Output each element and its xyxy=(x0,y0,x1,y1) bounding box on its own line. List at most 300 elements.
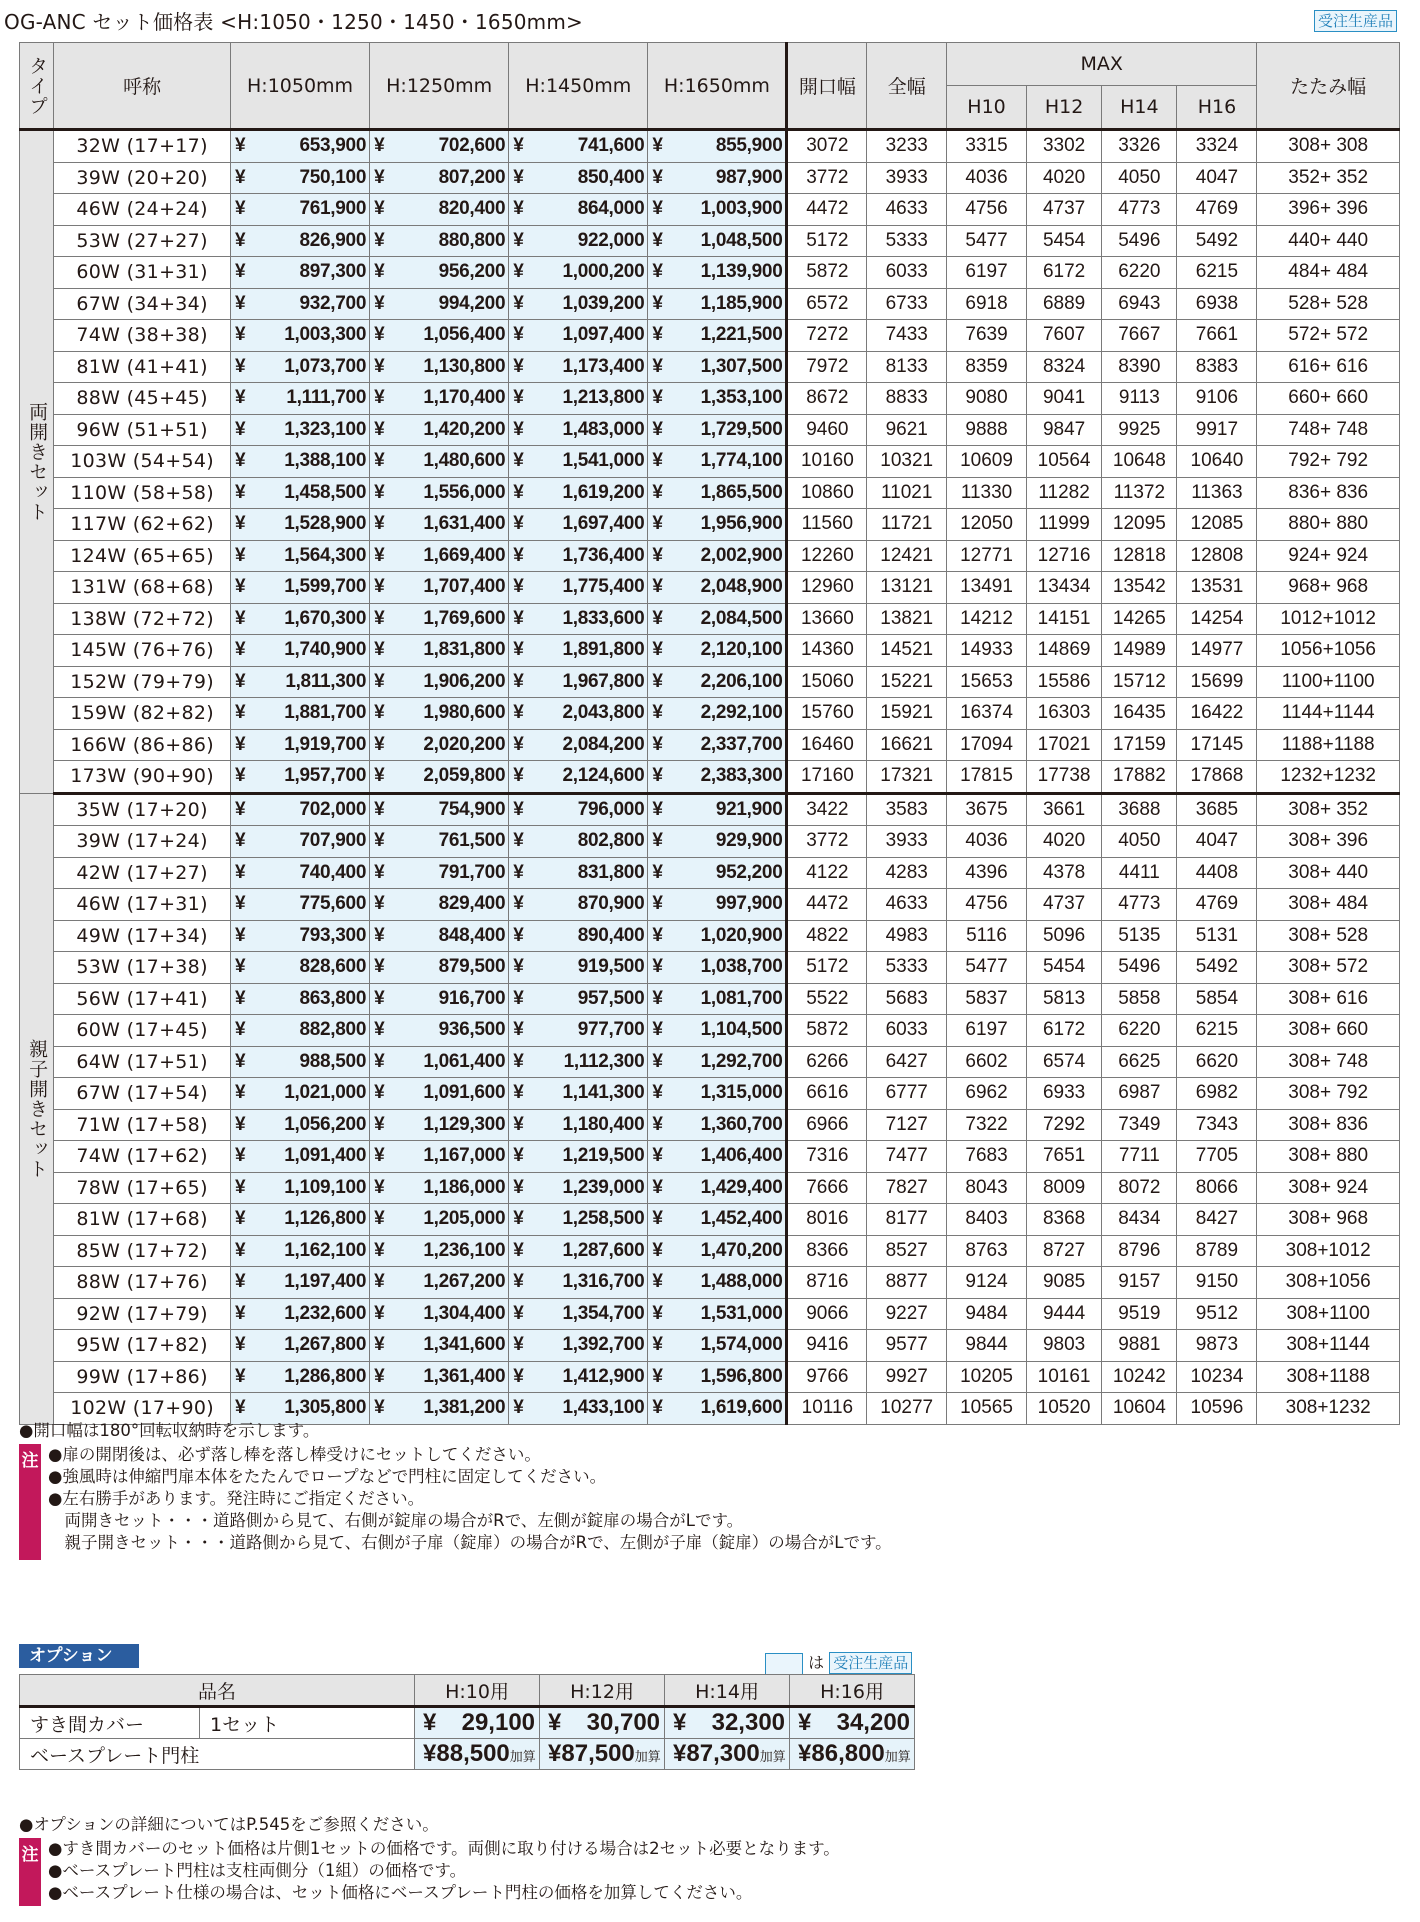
opening-width: 4822 xyxy=(787,920,867,952)
max-width: 11282 xyxy=(1026,477,1101,509)
folded-width: 792+ 792 xyxy=(1257,446,1400,478)
price-cell xyxy=(648,320,787,352)
folded-width: 616+ 616 xyxy=(1257,351,1400,383)
yen-sign: ¥ xyxy=(234,135,246,157)
yen-sign: ¥ xyxy=(234,987,246,1009)
max-width: 14265 xyxy=(1102,603,1177,635)
price-cell xyxy=(509,983,648,1015)
yen-sign: ¥ xyxy=(652,670,663,692)
yen-sign: ¥ xyxy=(234,513,246,535)
folded-width: 836+ 836 xyxy=(1257,477,1400,509)
header-type: タイプ xyxy=(20,43,54,130)
price-value: 1,267,800 xyxy=(284,1334,367,1356)
price-value: 828,600 xyxy=(299,956,367,978)
max-width: 10604 xyxy=(1102,1393,1177,1425)
max-width: 9484 xyxy=(947,1298,1027,1330)
yen-sign: ¥ xyxy=(513,1176,524,1198)
size-name: 60W (31+31) xyxy=(54,257,231,289)
table-row xyxy=(20,1361,1400,1393)
price-cell xyxy=(509,225,648,257)
full-width: 3933 xyxy=(867,826,947,858)
yen-sign: ¥ xyxy=(374,450,385,472)
price-value: 1,774,100 xyxy=(700,450,783,472)
yen-sign: ¥ xyxy=(652,639,663,661)
max-width: 9080 xyxy=(947,383,1027,415)
folded-width: 308+ 396 xyxy=(1257,826,1400,858)
price-value: 2,043,800 xyxy=(562,702,645,724)
full-width: 6733 xyxy=(867,288,947,320)
opening-width: 7316 xyxy=(787,1141,867,1173)
max-width: 5496 xyxy=(1102,225,1177,257)
table-row xyxy=(20,826,1400,858)
price-value: 807,200 xyxy=(438,166,506,188)
price-value: 1,729,500 xyxy=(700,418,783,440)
yen-sign: ¥ xyxy=(374,670,385,692)
yen-sign: ¥ xyxy=(374,135,385,157)
size-name: 67W (17+54) xyxy=(54,1078,231,1110)
price-value: 1,564,300 xyxy=(284,544,367,566)
max-width: 6220 xyxy=(1102,1015,1177,1047)
option-name: すき間カバー xyxy=(20,1707,200,1739)
max-width: 6933 xyxy=(1026,1078,1101,1110)
yen-sign: ¥ xyxy=(513,1019,524,1041)
size-name: 173W (90+90) xyxy=(54,761,231,794)
price-value: 1,480,600 xyxy=(423,450,506,472)
price-cell xyxy=(648,572,787,604)
price-value: 1,483,000 xyxy=(562,418,645,440)
note-line: ●強風時は伸縮門扉本体をたたんでロープなどで門柱に固定してください。 xyxy=(48,1467,607,1486)
max-width: 17021 xyxy=(1026,729,1101,761)
yen-sign: ¥ xyxy=(513,198,524,220)
max-width: 6574 xyxy=(1026,1046,1101,1078)
price-cell xyxy=(509,952,648,984)
table-row xyxy=(20,729,1400,761)
yen-sign: ¥ xyxy=(234,1302,246,1324)
price-cell xyxy=(370,257,509,289)
table-row xyxy=(20,1235,1400,1267)
size-name: 64W (17+51) xyxy=(54,1046,231,1078)
price-cell xyxy=(648,793,787,826)
price-cell xyxy=(509,1298,648,1330)
price-cell xyxy=(509,1235,648,1267)
price-value: 1,287,600 xyxy=(562,1239,645,1261)
price-cell xyxy=(509,857,648,889)
yen-sign: ¥ xyxy=(513,607,524,629)
price-cell xyxy=(370,1235,509,1267)
price-value: 831,800 xyxy=(577,861,645,883)
yen-sign: ¥ xyxy=(513,830,524,852)
opening-width: 5872 xyxy=(787,1015,867,1047)
price-value: 1,130,800 xyxy=(423,355,506,377)
price-cell xyxy=(230,540,369,572)
opening-width: 3072 xyxy=(787,130,867,163)
yen-sign: ¥ xyxy=(652,765,663,787)
folded-width: 308+ 352 xyxy=(1257,793,1400,826)
price-value: 740,400 xyxy=(299,861,367,883)
folded-width: 308+ 924 xyxy=(1257,1172,1400,1204)
table-row xyxy=(20,414,1400,446)
yen-sign: ¥ xyxy=(234,798,246,820)
price-value: 1,315,000 xyxy=(700,1082,783,1104)
yen-sign: ¥ xyxy=(234,198,246,220)
yen-sign: ¥ xyxy=(374,1365,385,1387)
max-width: 10596 xyxy=(1177,1393,1257,1425)
size-name: 95W (17+82) xyxy=(54,1330,231,1362)
price-cell xyxy=(509,572,648,604)
max-width: 7667 xyxy=(1102,320,1177,352)
max-width: 9847 xyxy=(1026,414,1101,446)
opening-width: 12260 xyxy=(787,540,867,572)
note-line: 両開きセット・・・道路側から見て、右側が錠扉の場合がRで、左側が錠扉の場合がLです。 xyxy=(48,1511,744,1530)
price-value: 2,002,900 xyxy=(700,544,783,566)
price-cell xyxy=(230,446,369,478)
yen-sign: ¥ xyxy=(513,1050,524,1072)
yen-sign: ¥ xyxy=(234,166,246,188)
opening-width: 5522 xyxy=(787,983,867,1015)
price-value: 957,500 xyxy=(577,987,645,1009)
yen-sign: ¥ xyxy=(234,1145,246,1167)
max-width: 6197 xyxy=(947,257,1027,289)
price-value: 707,900 xyxy=(299,830,367,852)
max-width: 4769 xyxy=(1177,194,1257,226)
price-value: 1,213,800 xyxy=(562,387,645,409)
size-name: 81W (41+41) xyxy=(54,351,231,383)
price-cell xyxy=(230,1172,369,1204)
price-value: 1,458,500 xyxy=(284,481,367,503)
price-cell xyxy=(230,826,369,858)
table-row xyxy=(20,351,1400,383)
price-cell xyxy=(230,1330,369,1362)
table-row xyxy=(20,761,1400,794)
max-width: 6215 xyxy=(1177,1015,1257,1047)
price-value: 1,081,700 xyxy=(700,987,783,1009)
price-cell xyxy=(370,1267,509,1299)
price-value: 1,980,600 xyxy=(423,702,506,724)
price-value: 936,500 xyxy=(438,1019,506,1041)
price-cell xyxy=(370,1109,509,1141)
folded-width: 352+ 352 xyxy=(1257,162,1400,194)
yen-sign: ¥ xyxy=(234,324,246,346)
max-width: 6962 xyxy=(947,1078,1027,1110)
opening-width: 5172 xyxy=(787,952,867,984)
full-width: 5683 xyxy=(867,983,947,1015)
price-value: 1,906,200 xyxy=(423,670,506,692)
folded-width: 308+ 836 xyxy=(1257,1109,1400,1141)
max-width: 12818 xyxy=(1102,540,1177,572)
yen-sign: ¥ xyxy=(374,1334,385,1356)
full-width: 7127 xyxy=(867,1109,947,1141)
price-cell xyxy=(230,225,369,257)
max-width: 10609 xyxy=(947,446,1027,478)
yen-sign: ¥ xyxy=(513,1113,524,1135)
max-width: 5837 xyxy=(947,983,1027,1015)
header-h16: H16 xyxy=(1177,86,1257,130)
yen-sign: ¥ xyxy=(513,1334,524,1356)
opt-header-h16: H:16用 xyxy=(790,1675,915,1707)
max-width: 17882 xyxy=(1102,761,1177,794)
yen-sign: ¥ xyxy=(234,292,246,314)
price-value: 1,232,600 xyxy=(284,1302,367,1324)
opening-width: 15760 xyxy=(787,698,867,730)
yen-sign: ¥ xyxy=(652,355,663,377)
max-width: 9803 xyxy=(1026,1330,1101,1362)
price-cell xyxy=(509,1267,648,1299)
table-row xyxy=(20,288,1400,320)
price-cell xyxy=(648,1204,787,1236)
caution-mark: 注 xyxy=(19,1444,41,1560)
yen-sign: ¥ xyxy=(652,924,663,946)
yen-sign: ¥ xyxy=(374,229,385,251)
size-name: 85W (17+72) xyxy=(54,1235,231,1267)
yen-sign: ¥ xyxy=(374,861,385,883)
yen-sign: ¥ xyxy=(652,544,663,566)
folded-width: 308+ 308 xyxy=(1257,130,1400,163)
folded-width: 308+ 440 xyxy=(1257,857,1400,889)
max-width: 8368 xyxy=(1026,1204,1101,1236)
price-value: 1,541,000 xyxy=(562,450,645,472)
max-width: 4050 xyxy=(1102,162,1177,194)
max-width: 4737 xyxy=(1026,889,1101,921)
price-value: 1,126,800 xyxy=(284,1208,367,1230)
max-width: 11372 xyxy=(1102,477,1177,509)
folded-width: 308+ 616 xyxy=(1257,983,1400,1015)
folded-width: 484+ 484 xyxy=(1257,257,1400,289)
price-value: 1,736,400 xyxy=(562,544,645,566)
max-width: 7607 xyxy=(1026,320,1101,352)
price-value: 850,400 xyxy=(577,166,645,188)
table-row xyxy=(20,983,1400,1015)
max-width: 10648 xyxy=(1102,446,1177,478)
yen-sign: ¥ xyxy=(652,1302,663,1324)
size-name: 39W (17+24) xyxy=(54,826,231,858)
max-width: 5096 xyxy=(1026,920,1101,952)
max-width: 13531 xyxy=(1177,572,1257,604)
yen-sign: ¥ xyxy=(374,1050,385,1072)
price-value: 1,323,100 xyxy=(284,418,367,440)
price-cell xyxy=(230,130,369,163)
folded-width: 1188+1188 xyxy=(1257,729,1400,761)
max-width: 9124 xyxy=(947,1267,1027,1299)
price-cell xyxy=(648,351,787,383)
price-value: 1,574,000 xyxy=(700,1334,783,1356)
yen-sign: ¥ xyxy=(234,765,246,787)
table-row xyxy=(20,920,1400,952)
price-cell xyxy=(509,130,648,163)
size-name: 35W (17+20) xyxy=(54,793,231,826)
price-cell xyxy=(509,509,648,541)
yen-sign: ¥ xyxy=(513,355,524,377)
price-value: 921,900 xyxy=(715,798,783,820)
price-value: 2,206,100 xyxy=(700,670,783,692)
table-row xyxy=(20,952,1400,984)
yen-sign: ¥ xyxy=(513,1239,524,1261)
price-cell xyxy=(230,383,369,415)
price-cell xyxy=(230,572,369,604)
full-width: 4633 xyxy=(867,889,947,921)
max-width: 8390 xyxy=(1102,351,1177,383)
yen-sign: ¥ xyxy=(374,324,385,346)
full-width: 13121 xyxy=(867,572,947,604)
yen-sign: ¥ xyxy=(374,830,385,852)
folded-width: 308+ 968 xyxy=(1257,1204,1400,1236)
price-cell xyxy=(370,698,509,730)
yen-sign: ¥ xyxy=(652,1145,663,1167)
table-row xyxy=(20,1109,1400,1141)
yen-sign: ¥ xyxy=(513,513,524,535)
yen-sign: ¥ xyxy=(652,956,663,978)
yen-sign: ¥ xyxy=(513,1397,524,1419)
full-width: 17321 xyxy=(867,761,947,794)
table-row xyxy=(20,130,1400,163)
folded-width: 308+1188 xyxy=(1257,1361,1400,1393)
price-value: 1,957,700 xyxy=(284,765,367,787)
price-value: 988,500 xyxy=(299,1050,367,1072)
opening-width: 5172 xyxy=(787,225,867,257)
price-value: 1,528,900 xyxy=(284,513,367,535)
price-cell xyxy=(370,952,509,984)
yen-sign: ¥ xyxy=(652,324,663,346)
yen-sign: ¥ xyxy=(234,1050,246,1072)
price-cell xyxy=(370,288,509,320)
price-value: 1,048,500 xyxy=(700,229,783,251)
price-cell xyxy=(648,1172,787,1204)
price-value: 1,073,700 xyxy=(284,355,367,377)
full-width: 5333 xyxy=(867,952,947,984)
yen-sign: ¥ xyxy=(652,893,663,915)
yen-sign: ¥ xyxy=(652,261,663,283)
folded-width: 308+1100 xyxy=(1257,1298,1400,1330)
yen-sign: ¥ xyxy=(374,481,385,503)
note-opening-width: ●開口幅は180°回転収納時を示します。 xyxy=(19,1421,320,1440)
max-width: 14151 xyxy=(1026,603,1101,635)
yen-sign: ¥ xyxy=(374,418,385,440)
price-cell xyxy=(370,1046,509,1078)
note-line: ●ベースプレート門柱は支柱両側分（1組）の価格です。 xyxy=(48,1861,467,1880)
price-cell xyxy=(648,288,787,320)
option-price: ¥ 87,500加算 xyxy=(540,1739,665,1770)
price-cell xyxy=(370,1330,509,1362)
max-width: 4773 xyxy=(1102,194,1177,226)
price-value: 1,292,700 xyxy=(700,1050,783,1072)
max-width: 10565 xyxy=(947,1393,1027,1425)
table-row xyxy=(20,320,1400,352)
opening-width: 7272 xyxy=(787,320,867,352)
max-width: 8009 xyxy=(1026,1172,1101,1204)
price-cell xyxy=(648,1267,787,1299)
legend-text: は xyxy=(808,1653,825,1672)
price-cell xyxy=(230,320,369,352)
price-cell xyxy=(230,889,369,921)
price-value: 1,258,500 xyxy=(562,1208,645,1230)
price-value: 1,420,200 xyxy=(423,418,506,440)
page-title: OG-ANC セット価格表 <H:1050・1250・1450・1650mm> xyxy=(4,10,583,34)
price-value: 1,139,900 xyxy=(700,261,783,283)
yen-sign: ¥ xyxy=(374,1019,385,1041)
full-width: 8833 xyxy=(867,383,947,415)
price-cell xyxy=(230,1204,369,1236)
price-value: 864,000 xyxy=(577,198,645,220)
size-name: 131W (68+68) xyxy=(54,572,231,604)
price-value: 1,811,300 xyxy=(285,670,367,692)
yen-sign: ¥ xyxy=(652,1113,663,1135)
table-row xyxy=(20,603,1400,635)
size-name: 145W (76+76) xyxy=(54,635,231,667)
price-value: 1,354,700 xyxy=(562,1302,645,1324)
max-width: 7661 xyxy=(1177,320,1257,352)
price-table xyxy=(19,42,1400,1425)
legend xyxy=(765,1650,912,1675)
price-cell xyxy=(648,1298,787,1330)
max-width: 4036 xyxy=(947,826,1027,858)
max-width: 7705 xyxy=(1177,1141,1257,1173)
price-table-header xyxy=(20,43,1400,130)
max-width: 5131 xyxy=(1177,920,1257,952)
price-value: 1,304,400 xyxy=(423,1302,506,1324)
full-width: 7827 xyxy=(867,1172,947,1204)
price-cell xyxy=(648,383,787,415)
max-width: 14977 xyxy=(1177,635,1257,667)
header-h10: H10 xyxy=(947,86,1027,130)
max-width: 6938 xyxy=(1177,288,1257,320)
max-width: 5496 xyxy=(1102,952,1177,984)
max-width: 10161 xyxy=(1026,1361,1101,1393)
max-width: 6220 xyxy=(1102,257,1177,289)
full-width: 3933 xyxy=(867,162,947,194)
full-width: 5333 xyxy=(867,225,947,257)
price-cell xyxy=(230,257,369,289)
price-value: 1,039,200 xyxy=(562,292,645,314)
max-width: 15712 xyxy=(1102,666,1177,698)
yen-sign: ¥ xyxy=(234,639,246,661)
yen-sign: ¥ xyxy=(374,733,385,755)
full-width: 13821 xyxy=(867,603,947,635)
max-width: 17094 xyxy=(947,729,1027,761)
size-name: 42W (17+27) xyxy=(54,857,231,889)
price-value: 1,197,400 xyxy=(284,1271,367,1293)
price-cell xyxy=(648,1393,787,1425)
opening-width: 7972 xyxy=(787,351,867,383)
max-width: 6982 xyxy=(1177,1078,1257,1110)
price-value: 1,381,200 xyxy=(423,1397,506,1419)
price-value: 1,831,800 xyxy=(423,639,506,661)
max-width: 5477 xyxy=(947,225,1027,257)
full-width: 9621 xyxy=(867,414,947,446)
folded-width: 748+ 748 xyxy=(1257,414,1400,446)
max-width: 4047 xyxy=(1177,162,1257,194)
table-row xyxy=(20,162,1400,194)
price-cell xyxy=(509,761,648,794)
yen-sign: ¥ xyxy=(234,733,246,755)
max-width: 4036 xyxy=(947,162,1027,194)
price-cell xyxy=(230,1078,369,1110)
full-width: 11721 xyxy=(867,509,947,541)
header-max: MAX xyxy=(947,43,1257,86)
price-value: 932,700 xyxy=(299,292,367,314)
price-cell xyxy=(509,889,648,921)
max-width: 7683 xyxy=(947,1141,1027,1173)
max-width: 17159 xyxy=(1102,729,1177,761)
full-width: 3233 xyxy=(867,130,947,163)
yen-sign: ¥ xyxy=(374,1176,385,1198)
yen-sign: ¥ xyxy=(513,418,524,440)
max-width: 9519 xyxy=(1102,1298,1177,1330)
price-cell xyxy=(370,225,509,257)
header-folded: たたみ幅 xyxy=(1257,43,1400,130)
option-unit: 1セット xyxy=(200,1707,415,1739)
yen-sign: ¥ xyxy=(513,229,524,251)
folded-width: 308+1012 xyxy=(1257,1235,1400,1267)
price-cell xyxy=(370,194,509,226)
